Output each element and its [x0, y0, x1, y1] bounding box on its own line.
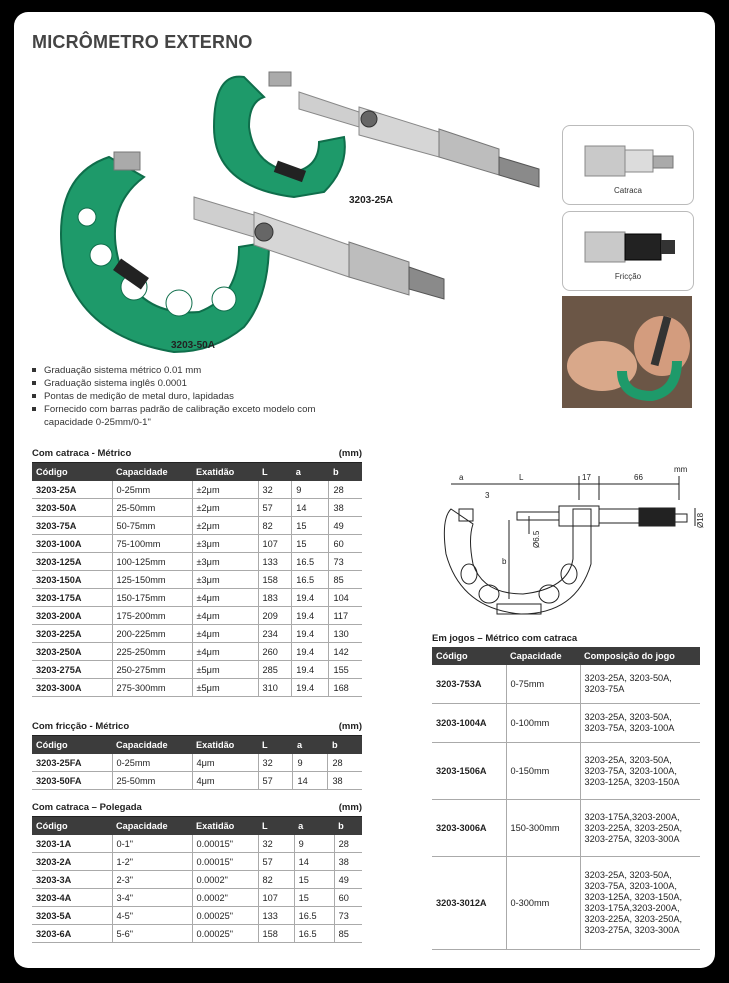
table-cell: 260	[258, 643, 292, 661]
table-cell: 19.4	[292, 643, 329, 661]
table-cell: 5-6"	[112, 925, 192, 943]
table-row	[32, 517, 362, 535]
table-cell: 0.00015"	[192, 835, 258, 853]
table-cell: 3203-25A	[32, 481, 112, 499]
col-header: L	[258, 736, 293, 754]
dim-17: 17	[582, 473, 591, 482]
table-cell: 15	[294, 871, 334, 889]
friction-table-section	[32, 721, 362, 790]
table-cell: 3203-100A	[32, 535, 112, 553]
feature-item: Pontas de medição de metal duro, lapidadas	[32, 390, 362, 403]
table-cell: 38	[328, 772, 362, 790]
table-cell: 60	[334, 889, 362, 907]
table-cell: 9	[292, 481, 329, 499]
micrometer-photo	[39, 67, 539, 357]
dim-a: a	[459, 473, 464, 482]
table-cell: 107	[258, 535, 292, 553]
inch-table-section	[32, 802, 362, 943]
table-cell: 14	[293, 772, 328, 790]
table-cell: 57	[258, 499, 292, 517]
table-cell: 82	[258, 871, 294, 889]
col-header: Exatidão	[192, 736, 258, 754]
friction-table-title: Com fricção - Métrico	[32, 721, 130, 732]
table-cell: 3203-753A	[432, 665, 506, 704]
table-cell: 85	[334, 925, 362, 943]
dim-66: 66	[634, 473, 643, 482]
table-row	[432, 665, 700, 704]
table-cell: 50-75mm	[112, 517, 192, 535]
table-row	[432, 743, 700, 800]
table-cell: 19.4	[292, 607, 329, 625]
table-row	[32, 679, 362, 697]
table-cell: 60	[329, 535, 362, 553]
table-row	[32, 589, 362, 607]
table-cell: 3203-25A, 3203-50A, 3203-75A, 3203-100A, 3203-125A, 3203-150A, 3203-175A,3203-200A, 3203-225A, 3203-250A, 3203-275A, 3203-300A	[580, 857, 700, 950]
table-cell: 4μm	[192, 772, 258, 790]
table-cell: 57	[258, 853, 294, 871]
table-cell: 15	[292, 517, 329, 535]
table-cell: 3203-3006A	[432, 800, 506, 857]
inch-table	[32, 817, 362, 943]
col-header: Código	[32, 463, 112, 481]
table-cell: 183	[258, 589, 292, 607]
col-header: b	[329, 463, 362, 481]
table-cell: 0-300mm	[506, 857, 580, 950]
table-row	[32, 499, 362, 517]
table-row	[32, 925, 362, 943]
table-cell: 150-175mm	[112, 589, 192, 607]
metric-table-title: Com catraca - Métrico	[32, 448, 132, 459]
table-cell: 85	[329, 571, 362, 589]
table-cell: 15	[294, 889, 334, 907]
table-cell: 3203-150A	[32, 571, 112, 589]
table-cell: 3203-6A	[32, 925, 112, 943]
table-cell: 16.5	[292, 571, 329, 589]
table-cell: ±3μm	[192, 535, 258, 553]
table-cell: 3203-300A	[32, 679, 112, 697]
table-cell: 100-125mm	[112, 553, 192, 571]
table-cell: 168	[329, 679, 362, 697]
table-cell: 9	[293, 754, 328, 772]
col-header: Capacidade	[112, 817, 192, 835]
table-cell: 285	[258, 661, 292, 679]
table-cell: 82	[258, 517, 292, 535]
dimension-diagram	[429, 464, 704, 634]
table-cell: 107	[258, 889, 294, 907]
table-cell: 3203-5A	[32, 907, 112, 925]
metric-table-unit: (mm)	[338, 448, 362, 459]
inch-table-unit: (mm)	[338, 802, 362, 813]
table-cell: 3203-25FA	[32, 754, 112, 772]
table-cell: 275-300mm	[112, 679, 192, 697]
table-cell: 133	[258, 553, 292, 571]
table-cell: 4-5"	[112, 907, 192, 925]
table-cell: 0.00015"	[192, 853, 258, 871]
table-cell: 3203-1A	[32, 835, 112, 853]
table-cell: 155	[329, 661, 362, 679]
table-cell: ±5μm	[192, 661, 258, 679]
page-frame	[14, 12, 715, 968]
table-cell: 3203-1004A	[432, 704, 506, 743]
table-cell: 200-225mm	[112, 625, 192, 643]
friccao-caption: Fricção	[614, 272, 642, 281]
table-cell: 0-75mm	[506, 665, 580, 704]
table-cell: 209	[258, 607, 292, 625]
table-cell: 14	[294, 853, 334, 871]
table-cell: 3203-25A, 3203-50A, 3203-75A, 3203-100A, 3203-125A, 3203-150A	[580, 743, 700, 800]
col-header: Código	[432, 647, 506, 665]
col-header: Código	[32, 817, 112, 835]
table-cell: 2-3"	[112, 871, 192, 889]
table-cell: 3203-175A	[32, 589, 112, 607]
table-cell: 28	[328, 754, 362, 772]
table-cell: ±2μm	[192, 481, 258, 499]
table-cell: 117	[329, 607, 362, 625]
photo-label-small: 3203-25A	[349, 195, 393, 206]
col-header: b	[328, 736, 362, 754]
table-cell: 16.5	[292, 553, 329, 571]
feature-item: Graduação sistema inglês 0.0001	[32, 377, 362, 390]
catraca-caption: Catraca	[613, 186, 642, 195]
table-cell: 3203-25A, 3203-50A, 3203-75A	[580, 665, 700, 704]
catraca-photo	[562, 125, 694, 205]
page-title: MICRÔMETRO EXTERNO	[32, 32, 253, 52]
table-cell: 19.4	[292, 625, 329, 643]
table-cell: 32	[258, 835, 294, 853]
col-header: L	[258, 817, 294, 835]
table-cell: 0.0002"	[192, 889, 258, 907]
friccao-photo	[562, 211, 694, 291]
dim-d65: Ø6.5	[532, 530, 541, 548]
photo-label-large: 3203-50A	[171, 340, 215, 351]
col-header: Código	[32, 736, 112, 754]
col-header: a	[294, 817, 334, 835]
table-cell: 0.00025"	[192, 907, 258, 925]
table-cell: 15	[292, 535, 329, 553]
kits-table-section	[432, 633, 700, 950]
table-cell: ±4μm	[192, 607, 258, 625]
table-cell: 25-50mm	[112, 772, 192, 790]
table-cell: 49	[329, 517, 362, 535]
inch-table-title: Com catraca – Polegada	[32, 802, 142, 813]
table-cell: 38	[334, 853, 362, 871]
col-header: Composição do jogo	[580, 647, 700, 665]
dim-d18: Ø18	[696, 512, 705, 528]
col-header: Capacidade	[112, 736, 192, 754]
table-row	[32, 871, 362, 889]
table-cell: 19.4	[292, 679, 329, 697]
hand-illustration	[562, 296, 692, 408]
table-cell: 73	[334, 907, 362, 925]
table-cell: 3203-50A	[32, 499, 112, 517]
table-cell: 3203-275A	[32, 661, 112, 679]
table-cell: 310	[258, 679, 292, 697]
table-cell: ±4μm	[192, 589, 258, 607]
table-cell: 125-150mm	[112, 571, 192, 589]
kits-table	[432, 647, 700, 950]
table-cell: 3203-75A	[32, 517, 112, 535]
col-header: a	[292, 463, 329, 481]
table-row	[32, 625, 362, 643]
hand-photo	[562, 296, 692, 408]
metric-table-section	[32, 448, 362, 697]
table-cell: 57	[258, 772, 293, 790]
table-cell: 3203-200A	[32, 607, 112, 625]
table-row	[32, 643, 362, 661]
table-cell: 19.4	[292, 589, 329, 607]
col-header: Exatidão	[192, 817, 258, 835]
table-row	[32, 889, 362, 907]
table-cell: 32	[258, 481, 292, 499]
table-cell: ±2μm	[192, 499, 258, 517]
table-row	[432, 704, 700, 743]
table-cell: 142	[329, 643, 362, 661]
table-cell: 0-25mm	[112, 481, 192, 499]
table-cell: ±4μm	[192, 643, 258, 661]
table-cell: 73	[329, 553, 362, 571]
table-cell: ±4μm	[192, 625, 258, 643]
table-cell: 0.00025"	[192, 925, 258, 943]
table-cell: 3203-25A, 3203-50A, 3203-75A, 3203-100A	[580, 704, 700, 743]
table-row	[32, 754, 362, 772]
table-cell: 4μm	[192, 754, 258, 772]
table-cell: 3203-175A,3203-200A, 3203-225A, 3203-250A, 3203-275A, 3203-300A	[580, 800, 700, 857]
table-row	[32, 535, 362, 553]
table-cell: 25-50mm	[112, 499, 192, 517]
col-header: Capacidade	[506, 647, 580, 665]
table-cell: 0-1"	[112, 835, 192, 853]
feature-item: Graduação sistema métrico 0.01 mm	[32, 364, 362, 377]
table-row	[32, 481, 362, 499]
table-cell: 28	[329, 481, 362, 499]
feature-item: Fornecido com barras padrão de calibração exceto modelo com capacidade 0-25mm/0-1"	[32, 403, 362, 429]
metric-table	[32, 463, 362, 697]
col-header: b	[334, 817, 362, 835]
table-cell: 158	[258, 925, 294, 943]
table-cell: 16.5	[294, 907, 334, 925]
table-cell: 0.0002"	[192, 871, 258, 889]
table-row	[32, 772, 362, 790]
col-header: Exatidão	[192, 463, 258, 481]
small-micrometer-illustration	[214, 72, 539, 197]
table-cell: 150-300mm	[506, 800, 580, 857]
table-cell: 3203-4A	[32, 889, 112, 907]
table-cell: 158	[258, 571, 292, 589]
table-cell: 3203-1506A	[432, 743, 506, 800]
table-cell: 234	[258, 625, 292, 643]
table-cell: 28	[334, 835, 362, 853]
table-cell: 3203-3A	[32, 871, 112, 889]
table-row	[32, 661, 362, 679]
feature-list	[32, 364, 362, 429]
dim-b: b	[502, 557, 507, 566]
table-cell: 225-250mm	[112, 643, 192, 661]
table-cell: 75-100mm	[112, 535, 192, 553]
table-cell: 250-275mm	[112, 661, 192, 679]
table-cell: 133	[258, 907, 294, 925]
friction-table	[32, 736, 362, 790]
table-cell: 3203-250A	[32, 643, 112, 661]
table-cell: 9	[294, 835, 334, 853]
dim-unit: mm	[674, 465, 688, 474]
table-cell: 16.5	[294, 925, 334, 943]
table-cell: 175-200mm	[112, 607, 192, 625]
table-cell: 0-100mm	[506, 704, 580, 743]
dim-3: 3	[485, 491, 490, 500]
table-cell: 3203-125A	[32, 553, 112, 571]
table-cell: 130	[329, 625, 362, 643]
table-cell: 0-150mm	[506, 743, 580, 800]
table-cell: 3203-3012A	[432, 857, 506, 950]
table-row	[32, 553, 362, 571]
col-header: L	[258, 463, 292, 481]
table-row	[32, 607, 362, 625]
table-row	[32, 853, 362, 871]
col-header: a	[293, 736, 328, 754]
table-cell: ±3μm	[192, 553, 258, 571]
table-cell: 1-2"	[112, 853, 192, 871]
table-row	[432, 800, 700, 857]
table-cell: 3203-50FA	[32, 772, 112, 790]
dim-L: L	[519, 473, 524, 482]
table-row	[32, 571, 362, 589]
table-row	[432, 857, 700, 950]
table-row	[32, 907, 362, 925]
table-cell: 32	[258, 754, 293, 772]
kits-table-title: Em jogos – Métrico com catraca	[432, 633, 578, 644]
table-cell: ±5μm	[192, 679, 258, 697]
table-cell: 3203-2A	[32, 853, 112, 871]
table-cell: 3203-225A	[32, 625, 112, 643]
col-header: Capacidade	[112, 463, 192, 481]
table-cell: 49	[334, 871, 362, 889]
table-cell: 38	[329, 499, 362, 517]
friction-table-unit: (mm)	[338, 721, 362, 732]
table-cell: 19.4	[292, 661, 329, 679]
table-cell: ±2μm	[192, 517, 258, 535]
table-cell: 3-4"	[112, 889, 192, 907]
table-cell: 104	[329, 589, 362, 607]
table-cell: 0-25mm	[112, 754, 192, 772]
table-cell: ±3μm	[192, 571, 258, 589]
table-cell: 14	[292, 499, 329, 517]
table-row	[32, 835, 362, 853]
